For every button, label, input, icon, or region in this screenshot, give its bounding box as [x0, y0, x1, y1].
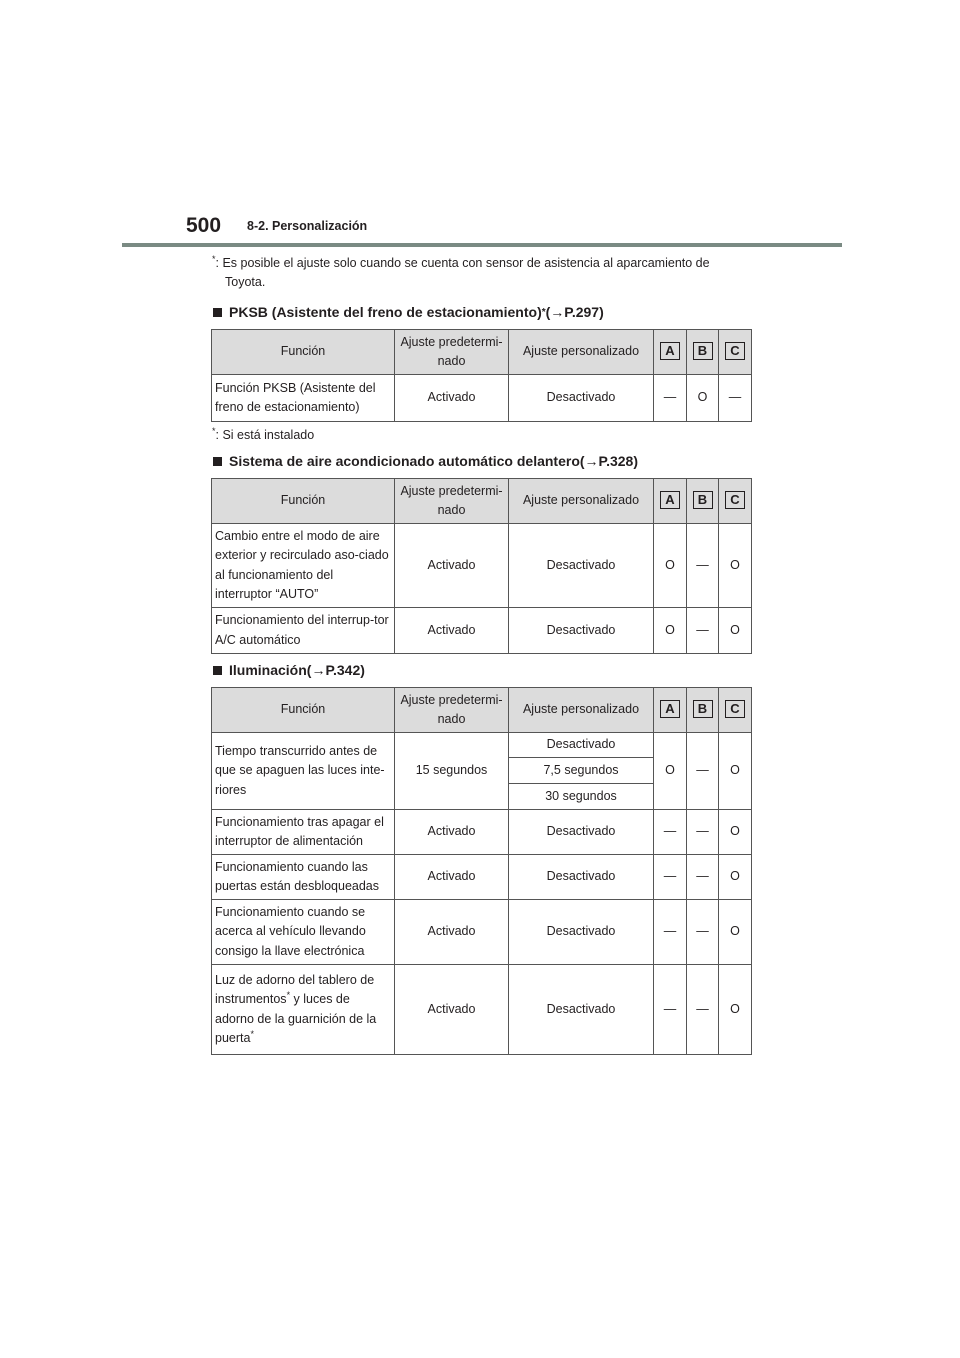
table-row: Funcionamiento del interrup-tor A/C automático Activado Desactivado O — O [212, 608, 752, 654]
header-default: Ajuste predetermi- nado [395, 688, 509, 733]
column-b-badge: B [693, 491, 713, 509]
section-title: 8-2. Personalización [247, 219, 368, 233]
bullet-square-icon [213, 308, 222, 317]
table-lighting [211, 687, 752, 1055]
column-a-badge: A [660, 342, 680, 360]
table-row: Cambio entre el modo de aire exterior y recirculado aso-ciado al funcionamiento del interruptor “AUTO” Activado Desactivado O — O [212, 524, 752, 608]
table-row: Funcionamiento cuando las puertas están desbloqueadas Activado Desactivado — — O [212, 855, 752, 900]
column-c-badge: C [725, 491, 745, 509]
heading-lighting: Iluminación (→P.342) [213, 662, 365, 678]
header-custom: Ajuste personalizado [509, 479, 654, 524]
header-default: Ajuste predetermi- nado [395, 479, 509, 524]
column-b-badge: B [693, 700, 713, 718]
header-function: Función [212, 330, 395, 375]
header-rule [122, 243, 842, 247]
column-b-badge: B [693, 342, 713, 360]
table-row: Funcionamiento cuando se acerca al vehículo llevando consigo la llave electrónica Activado Desactivado — — O [212, 900, 752, 965]
table-air-conditioning [211, 478, 752, 654]
column-c-badge: C [725, 700, 745, 718]
table-row: Función PKSB (Asistente del freno de estacionamiento) Activado Desactivado — O — [212, 375, 752, 422]
header-custom: Ajuste personalizado [509, 330, 654, 375]
column-a-badge: A [660, 700, 680, 718]
heading-pksb: PKSB (Asistente del freno de estacionamiento) * (→P.297) [213, 304, 604, 320]
bullet-square-icon [213, 457, 222, 466]
header-function: Función [212, 688, 395, 733]
column-a-badge: A [660, 491, 680, 509]
footnote-sensor: *: Es posible el ajuste solo cuando se cuenta con sensor de asistencia al aparcamiento de Toyota. [212, 253, 710, 289]
footnote-installed: *: Si está instalado [212, 425, 315, 442]
table-pksb [211, 329, 752, 422]
table-row: 30 segundos [212, 784, 752, 810]
bullet-square-icon [213, 666, 222, 675]
trim-light-function: Luz de adorno del tablero de instrumentos* y luces de adorno de la guarnición de la puerta* [212, 965, 395, 1055]
table-row: Luz de adorno del tablero de instrumentos* y luces de adorno de la guarnición de la puerta* Activado Desactivado — — O [212, 965, 752, 1055]
page-number: 500 [186, 214, 222, 237]
table-row: Tiempo transcurrido antes de que se apaguen las luces inte-riores 15 segundos Desactivado O — O [212, 733, 752, 758]
column-c-badge: C [725, 342, 745, 360]
heading-air-conditioning: Sistema de aire acondicionado automático delantero (→P.328) [213, 453, 638, 469]
header-default: Ajuste predetermi- nado [395, 330, 509, 375]
header-custom: Ajuste personalizado [509, 688, 654, 733]
table-row: 7,5 segundos [212, 758, 752, 784]
header-function: Función [212, 479, 395, 524]
table-row: Funcionamiento tras apagar el interruptor de alimentación Activado Desactivado — — O [212, 810, 752, 855]
